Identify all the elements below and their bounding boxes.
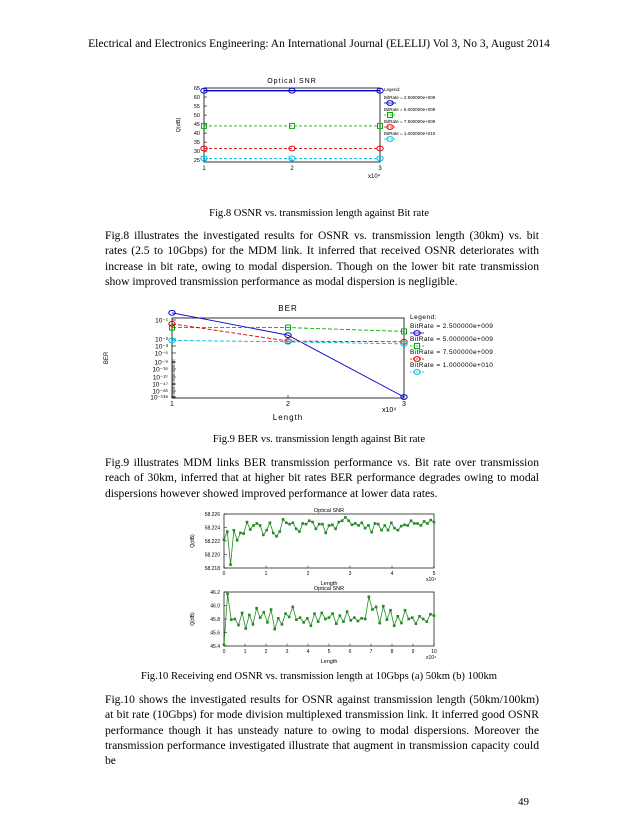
data-point [272, 532, 275, 535]
data-point [266, 621, 269, 624]
data-point [277, 617, 280, 620]
data-point [346, 610, 349, 613]
data-point [339, 614, 342, 617]
x-tick-label: 2 [290, 166, 294, 172]
data-point [411, 616, 414, 619]
data-point [387, 529, 390, 532]
data-point [306, 617, 309, 620]
x-tick-label: 2 [286, 401, 290, 408]
data-point [308, 519, 311, 522]
data-point [241, 612, 244, 615]
y-tick-label: 25 [193, 158, 200, 165]
data-point [378, 622, 381, 625]
data-point [292, 521, 295, 524]
data-point [331, 612, 334, 615]
data-point [263, 611, 266, 614]
data-point [383, 524, 386, 527]
data-point [374, 522, 377, 525]
data-point [301, 522, 304, 525]
data-point [344, 516, 347, 519]
data-point [318, 523, 321, 526]
x-tick-label: 9 [411, 649, 415, 655]
x-tick-label: 7 [369, 649, 373, 655]
journal-header: Electrical and Electronics Engineering: An International Journal (ELELIJ) Vol 3, No 3, August 2014 [88, 38, 550, 50]
x-multiplier: x10⁴ [382, 407, 397, 414]
chart-title: Optical SNR [267, 78, 317, 85]
x-tick-label: 6 [348, 649, 352, 655]
plot-frame [224, 514, 434, 568]
data-point [288, 523, 291, 526]
y-tick-label: 60 [193, 95, 200, 102]
data-point [315, 528, 318, 531]
paragraph-fig8: Fig.8 illustrates the investigated results for OSNR vs. transmission length (30km) vs. bit rates (2.5 to 10Gbps) for the MDM link. It inferred that received OSNR deteriorates with increase in bit rate, owing to modal dispersion. Though on the lower bit rate transmission show improved transmission performance as modal dispersion is negligible. [105, 229, 539, 288]
y-tick-label: 10⁻²⁷ [152, 374, 168, 382]
data-point [256, 522, 259, 525]
data-point [313, 612, 316, 615]
data-point [259, 616, 262, 619]
y-tick-label: 10⁻¹³⁸ [150, 394, 168, 402]
y-tick-label: 10⁻⁹ [154, 359, 168, 367]
x-tick-label: 5 [432, 571, 436, 577]
y-tick-label: 45.6 [210, 630, 220, 637]
y-tick-label: 58.222 [204, 539, 220, 545]
fig9-ber-chart [100, 300, 540, 428]
data-point [223, 538, 226, 541]
data-point [317, 620, 320, 623]
y-tick-label: 10⁻³ [155, 343, 168, 351]
x-tick-label: 1 [243, 649, 247, 655]
fig9-caption: Fig.9 BER vs. transmission length against Bit rate [212, 434, 426, 445]
data-point [360, 617, 363, 620]
data-point [403, 524, 406, 527]
legend-entry: BitRate = 5.000000e+009 [384, 107, 436, 112]
data-point [357, 620, 360, 623]
data-point [320, 612, 323, 615]
legend-entry: BitRate = 2.500000e+009 [384, 95, 436, 100]
data-point [310, 624, 313, 627]
data-point [252, 524, 255, 527]
series-line [224, 594, 434, 645]
x-tick-label: 0 [222, 649, 226, 655]
data-point [237, 624, 240, 627]
data-point [393, 527, 396, 530]
legend-entry: BitRate = 1.000000e+010 [410, 362, 494, 369]
data-point [415, 622, 418, 625]
x-tick-label: 1 [264, 571, 268, 577]
data-point [371, 608, 374, 611]
y-tick-label: 58.224 [204, 525, 220, 532]
data-point [311, 521, 314, 524]
data-point [223, 643, 226, 646]
fig8-caption: Fig.8 OSNR vs. transmission length against Bit rate [209, 208, 429, 219]
data-point [407, 618, 410, 621]
data-point [299, 616, 302, 619]
data-point [331, 524, 334, 527]
data-point [370, 531, 373, 534]
data-point [397, 529, 400, 532]
y-tick-label: 50 [193, 113, 200, 120]
x-tick-label: 10 [431, 649, 437, 655]
data-point [278, 530, 281, 533]
data-point [270, 608, 273, 611]
series-line [172, 328, 404, 332]
data-point [284, 612, 287, 615]
data-point [282, 518, 285, 521]
data-point [233, 529, 236, 532]
data-point [353, 616, 356, 619]
y-tick-label: 65 [193, 86, 200, 92]
data-point [285, 521, 288, 524]
data-point [324, 532, 327, 535]
data-point [302, 621, 305, 624]
y-axis-label: BER [104, 351, 110, 365]
data-point [341, 519, 344, 522]
data-point [234, 618, 237, 621]
data-point [244, 627, 247, 630]
data-point [377, 523, 380, 526]
data-point [404, 609, 407, 612]
y-axis-label: Q(dB) [190, 612, 196, 626]
y-tick-label: 30 [193, 149, 200, 156]
data-point [239, 532, 242, 535]
data-point [246, 521, 249, 524]
chart-title: Optical SNR [313, 586, 345, 592]
data-point [364, 527, 367, 530]
data-point [396, 615, 399, 618]
y-tick-label: 10⁻⁴⁷ [152, 381, 168, 389]
page-number: 49 [518, 796, 529, 808]
data-point [418, 615, 421, 618]
data-point [393, 624, 396, 627]
data-point [328, 616, 331, 619]
data-point [382, 605, 385, 608]
legend-title: Legend: [384, 87, 401, 92]
x-multiplier: x10⁴ [368, 174, 381, 180]
data-point [269, 521, 272, 524]
data-point [425, 620, 428, 623]
y-tick-label: 58.226 [204, 512, 220, 518]
x-axis-label: Length [320, 659, 338, 665]
y-tick-label: 58.218 [204, 566, 220, 572]
data-point [420, 524, 423, 527]
fig10-caption: Fig.10 Receiving end OSNR vs. transmission length at 10Gbps (a) 50km (b) 100km [140, 671, 498, 682]
data-point [347, 519, 350, 522]
data-point [349, 619, 352, 622]
legend-title: Legend: [410, 314, 437, 321]
data-point [367, 524, 370, 527]
legend-entry: BitRate = 2.500000e+009 [410, 323, 494, 330]
x-tick-label: 8 [390, 649, 394, 655]
data-point [406, 524, 409, 527]
x-tick-label: 5 [327, 649, 331, 655]
data-point [324, 618, 327, 621]
y-axis-label: Q(dB) [190, 534, 196, 548]
data-point [386, 618, 389, 621]
x-multiplier: x10⁴ [426, 577, 437, 583]
data-point [295, 528, 298, 531]
data-point [338, 521, 341, 524]
fig10a-osnr-50km-chart [180, 506, 450, 590]
paragraph-fig9: Fig.9 illustrates MDM links BER transmission performance vs. Bit rate over transmission reach of 30km, inferred that at higher bit rates BER performance degrades owing to modal dispersions however showed improved performance at lower data rates. [105, 456, 539, 500]
paragraph-fig10: Fig.10 shows the investigated results for OSNR against transmission length (50km/100km) at bit rate (10Gbps) for mode division multiplexed transmission link. It inferred good OSNR performance though it has unsteady nature to owing to modal dispersions. Moreover the transmission performance investigated illustrate that augment in transmission capacity could be [105, 693, 539, 768]
data-point [298, 530, 301, 533]
data-point [389, 609, 392, 612]
y-axis-label: Q(dB) [176, 117, 182, 133]
data-point [259, 524, 262, 527]
data-point [368, 595, 371, 598]
data-point [422, 618, 425, 621]
data-point [410, 519, 413, 522]
data-point [400, 622, 403, 625]
data-point [361, 521, 364, 524]
data-point [342, 620, 345, 623]
chart-title: Optical SNR [313, 508, 345, 514]
data-point [275, 535, 278, 538]
legend-entry: BitRate = 7.500000e+009 [384, 119, 436, 124]
y-tick-label: 45.8 [210, 617, 220, 623]
y-tick-label: 46.2 [210, 590, 220, 596]
legend-entry: BitRate = 7.500000e+009 [410, 349, 494, 356]
x-tick-label: 1 [170, 401, 174, 408]
y-tick-label: 10⁻¹ [155, 317, 168, 325]
data-point [255, 607, 258, 610]
data-point [429, 519, 432, 522]
data-point [380, 529, 383, 532]
y-tick-label: 10⁻⁸¹ [152, 388, 168, 396]
data-point [291, 606, 294, 609]
data-point [357, 524, 360, 527]
fig8-osnr-chart [170, 74, 470, 186]
data-point [252, 623, 255, 626]
x-axis-label: Length [272, 413, 304, 422]
data-point [334, 528, 337, 531]
y-tick-label: 35 [193, 140, 200, 147]
data-point [429, 613, 432, 616]
x-tick-label: 0 [222, 571, 226, 577]
y-tick-label: 40 [193, 131, 200, 138]
data-point [226, 530, 229, 533]
fig10b-osnr-100km-chart [180, 584, 450, 668]
data-point [375, 606, 378, 609]
x-tick-label: 3 [285, 649, 289, 655]
data-point [335, 622, 338, 625]
data-point [351, 524, 354, 527]
data-point [265, 529, 268, 532]
y-tick-label: 45.4 [210, 644, 220, 650]
data-point [273, 628, 276, 631]
data-point [413, 522, 416, 525]
x-tick-label: 1 [202, 166, 206, 172]
data-point [242, 532, 245, 535]
x-tick-label: 2 [306, 571, 310, 577]
data-point [295, 618, 298, 621]
data-point [305, 523, 308, 526]
x-tick-label: 3 [402, 401, 406, 408]
chart-title: BER [278, 304, 298, 313]
data-point [262, 534, 265, 537]
y-tick-label: 10⁻² [155, 336, 168, 344]
y-tick-label: 46.0 [210, 603, 220, 610]
data-point [433, 521, 436, 524]
data-point [249, 528, 252, 531]
data-point [390, 521, 393, 524]
data-point [433, 614, 436, 617]
data-point [229, 563, 232, 566]
data-point [423, 520, 426, 523]
data-point [354, 522, 357, 525]
y-tick-label: 45 [193, 122, 200, 129]
y-tick-label: 10⁻⁵ [154, 350, 168, 358]
data-point [400, 525, 403, 528]
data-point [281, 623, 284, 626]
x-tick-label: 2 [264, 649, 268, 655]
legend-entry: BitRate = 1.000000e+010 [384, 131, 436, 136]
data-point [230, 618, 233, 621]
data-point [321, 523, 324, 526]
x-tick-label: 3 [378, 166, 382, 172]
data-point [288, 616, 291, 619]
x-tick-label: 4 [306, 649, 310, 655]
data-point [426, 522, 429, 525]
data-point [236, 539, 239, 542]
data-point [364, 618, 367, 621]
x-multiplier: x10⁴ [426, 655, 437, 661]
data-point [226, 593, 229, 596]
legend-entry: BitRate = 5.000000e+009 [410, 336, 494, 343]
y-tick-label: 10⁻¹⁶ [152, 366, 168, 374]
y-tick-label: 55 [193, 104, 200, 111]
data-point [416, 522, 419, 525]
data-point [248, 614, 251, 617]
y-tick-label: 58.220 [204, 552, 220, 559]
data-point [328, 524, 331, 527]
x-tick-label: 3 [348, 571, 352, 577]
x-tick-label: 4 [390, 571, 394, 577]
x-axis-label: Length [320, 581, 338, 587]
